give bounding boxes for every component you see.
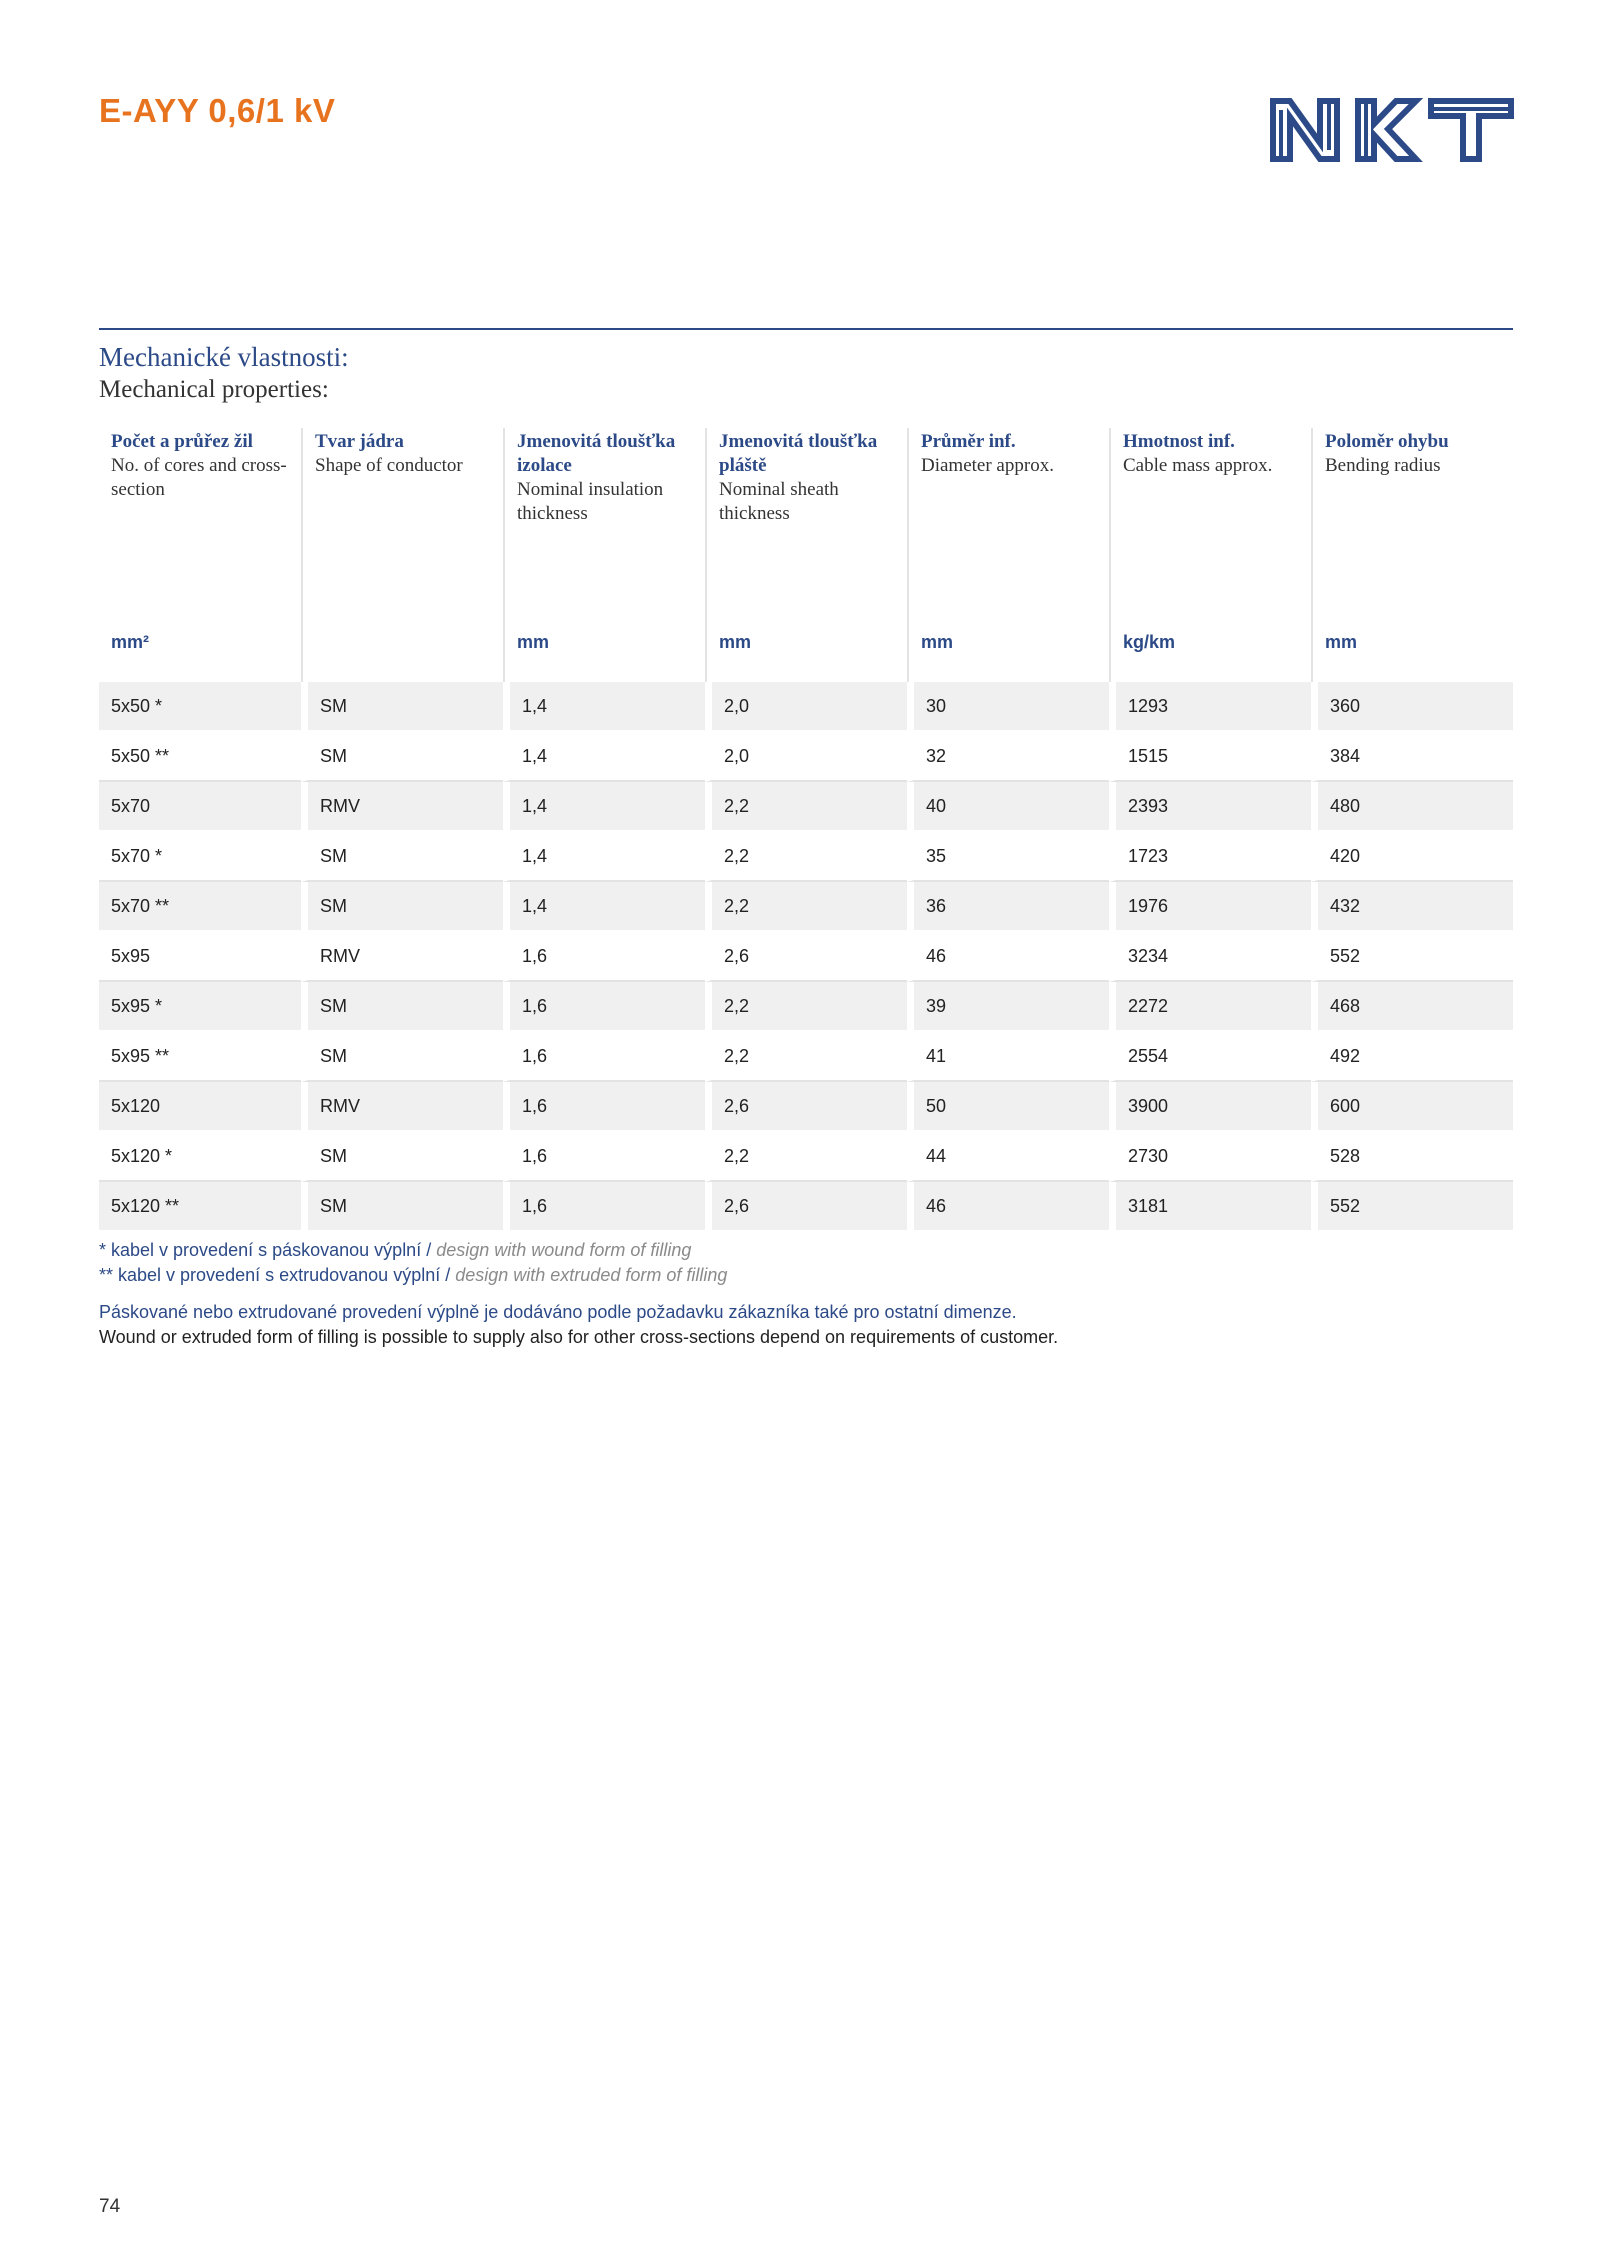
table-cell: 1,6 xyxy=(503,982,705,1032)
table-cell: 5x50 ** xyxy=(99,732,301,782)
table-row xyxy=(99,982,1513,1032)
table-cell: 50 xyxy=(907,1082,1109,1132)
table-cell: 5x95 ** xyxy=(99,1032,301,1082)
unit-label: mm² xyxy=(111,632,150,652)
table-row xyxy=(99,882,1513,932)
table-cell: RMV xyxy=(301,782,503,832)
table-cell: 2,0 xyxy=(705,682,907,732)
column-header: Poloměr ohybu Bending radius xyxy=(1311,428,1513,632)
table-cell: 1,6 xyxy=(503,932,705,982)
note-paragraph-en: Wound or extruded form of filling is possible to supply also for other cross-sections depend on requirements of customer. xyxy=(99,1327,1059,1347)
unit-label: mm xyxy=(1311,632,1513,682)
table-row xyxy=(99,1182,1513,1232)
table-cell: 1,6 xyxy=(503,1182,705,1232)
table-cell: 1,4 xyxy=(503,832,705,882)
column-header: Průměr inf. Diameter approx. xyxy=(907,428,1109,632)
table-cell: 528 xyxy=(1311,1132,1513,1182)
table-cell: 1976 xyxy=(1109,882,1311,932)
table-row xyxy=(99,732,1513,782)
footnote-wound: * kabel v provedení s páskovanou výplní / design with wound form of filling xyxy=(99,1240,692,1260)
table-units-row xyxy=(99,632,1513,682)
table-cell: SM xyxy=(301,732,503,782)
table-cell: 2,2 xyxy=(705,982,907,1032)
table-cell: 36 xyxy=(907,882,1109,932)
table-cell: 1515 xyxy=(1109,732,1311,782)
table-cell: 5x70 ** xyxy=(99,882,301,932)
table-cell: 3181 xyxy=(1109,1182,1311,1232)
table-cell: 32 xyxy=(907,732,1109,782)
table-cell: SM xyxy=(301,1032,503,1082)
table-cell: 39 xyxy=(907,982,1109,1032)
table-cell: 1723 xyxy=(1109,832,1311,882)
column-header: Hmotnost inf. Cable mass approx. xyxy=(1109,428,1311,632)
table-cell: SM xyxy=(301,882,503,932)
table-cell: 1,6 xyxy=(503,1082,705,1132)
table-cell: 2,6 xyxy=(705,1182,907,1232)
table-cell: 2730 xyxy=(1109,1132,1311,1182)
page-number: 74 xyxy=(99,2196,121,2217)
unit-label: mm xyxy=(907,632,1109,682)
table-cell: 3234 xyxy=(1109,932,1311,982)
table-cell: 492 xyxy=(1311,1032,1513,1082)
section-title-cz: Mechanické vlastnosti: xyxy=(99,342,349,372)
table-row xyxy=(99,782,1513,832)
table-cell: 2,2 xyxy=(705,832,907,882)
table-cell: 5x95 xyxy=(99,932,301,982)
column-header: Tvar jádra Shape of conductor xyxy=(301,428,503,632)
table-cell: 1,4 xyxy=(503,782,705,832)
footnote-extruded: ** kabel v provedení s extrudovanou výplní / design with extruded form of filling xyxy=(99,1265,728,1285)
table-cell: 384 xyxy=(1311,732,1513,782)
table-row xyxy=(99,1082,1513,1132)
table-cell: 5x70 * xyxy=(99,832,301,882)
table-row xyxy=(99,932,1513,982)
table-cell: 1,4 xyxy=(503,732,705,782)
table-cell: 2,2 xyxy=(705,782,907,832)
section-title-en: Mechanical properties: xyxy=(99,376,329,403)
table-cell: 46 xyxy=(907,1182,1109,1232)
table-row xyxy=(99,1032,1513,1082)
table-cell: 420 xyxy=(1311,832,1513,882)
table-cell: 432 xyxy=(1311,882,1513,932)
document-title: E-AYY 0,6/1 kV xyxy=(99,92,336,129)
table-body xyxy=(99,682,1513,1232)
table-cell: 2,0 xyxy=(705,732,907,782)
table-row xyxy=(99,682,1513,732)
column-header: Jmenovitá tloušťka pláště Nominal sheath thickness xyxy=(705,428,907,632)
table-cell: 1,6 xyxy=(503,1032,705,1082)
unit-label: mm xyxy=(705,632,907,682)
table-cell: 468 xyxy=(1311,982,1513,1032)
table-cell: 360 xyxy=(1311,682,1513,732)
table-cell: 5x120 * xyxy=(99,1132,301,1182)
footnotes xyxy=(99,1238,1058,1350)
table-cell: 1,4 xyxy=(503,682,705,732)
table-cell: 5x120 ** xyxy=(99,1182,301,1232)
table-cell: 41 xyxy=(907,1032,1109,1082)
table-cell: 552 xyxy=(1311,1182,1513,1232)
column-header: Jmenovitá tloušťka izolace Nominal insulation thickness xyxy=(503,428,705,632)
table-cell: RMV xyxy=(301,932,503,982)
table-cell: SM xyxy=(301,1132,503,1182)
table-header-row xyxy=(99,428,1513,632)
unit-label xyxy=(301,632,503,682)
header-divider xyxy=(99,328,1513,330)
unit-label: mm xyxy=(503,632,705,682)
table-row xyxy=(99,1132,1513,1182)
table-cell: 40 xyxy=(907,782,1109,832)
table-cell: 3900 xyxy=(1109,1082,1311,1132)
table-cell: 5x50 * xyxy=(99,682,301,732)
table-cell: 1,4 xyxy=(503,882,705,932)
table-cell: 480 xyxy=(1311,782,1513,832)
table-cell: 2,6 xyxy=(705,1082,907,1132)
table-cell: 35 xyxy=(907,832,1109,882)
table-cell: 600 xyxy=(1311,1082,1513,1132)
table-cell: 44 xyxy=(907,1132,1109,1182)
unit-label: kg/km xyxy=(1109,632,1311,682)
table-cell: SM xyxy=(301,682,503,732)
nkt-logo xyxy=(1270,98,1514,162)
table-cell: 2,6 xyxy=(705,932,907,982)
table-cell: SM xyxy=(301,982,503,1032)
table-cell: 2272 xyxy=(1109,982,1311,1032)
table-cell: SM xyxy=(301,1182,503,1232)
column-header: Počet a průřez žil No. of cores and cross-section xyxy=(111,431,287,500)
table-cell: 46 xyxy=(907,932,1109,982)
table-cell: 5x120 xyxy=(99,1082,301,1132)
table-row xyxy=(99,832,1513,882)
table-cell: 30 xyxy=(907,682,1109,732)
table-cell: 2554 xyxy=(1109,1032,1311,1082)
mechanical-properties-table xyxy=(99,428,1513,1232)
table-cell: 2393 xyxy=(1109,782,1311,832)
table-cell: 5x70 xyxy=(99,782,301,832)
table-cell: 1,6 xyxy=(503,1132,705,1182)
table-cell: 1293 xyxy=(1109,682,1311,732)
table-cell: 2,2 xyxy=(705,882,907,932)
table-cell: SM xyxy=(301,832,503,882)
table-cell: RMV xyxy=(301,1082,503,1132)
table-cell: 5x95 * xyxy=(99,982,301,1032)
table-cell: 2,2 xyxy=(705,1132,907,1182)
table-cell: 552 xyxy=(1311,932,1513,982)
table-cell: 2,2 xyxy=(705,1032,907,1082)
note-paragraph-cz: Páskované nebo extrudované provedení výplně je dodáváno podle požadavku zákazníka také pro ostatní dimenze. xyxy=(99,1302,1017,1322)
